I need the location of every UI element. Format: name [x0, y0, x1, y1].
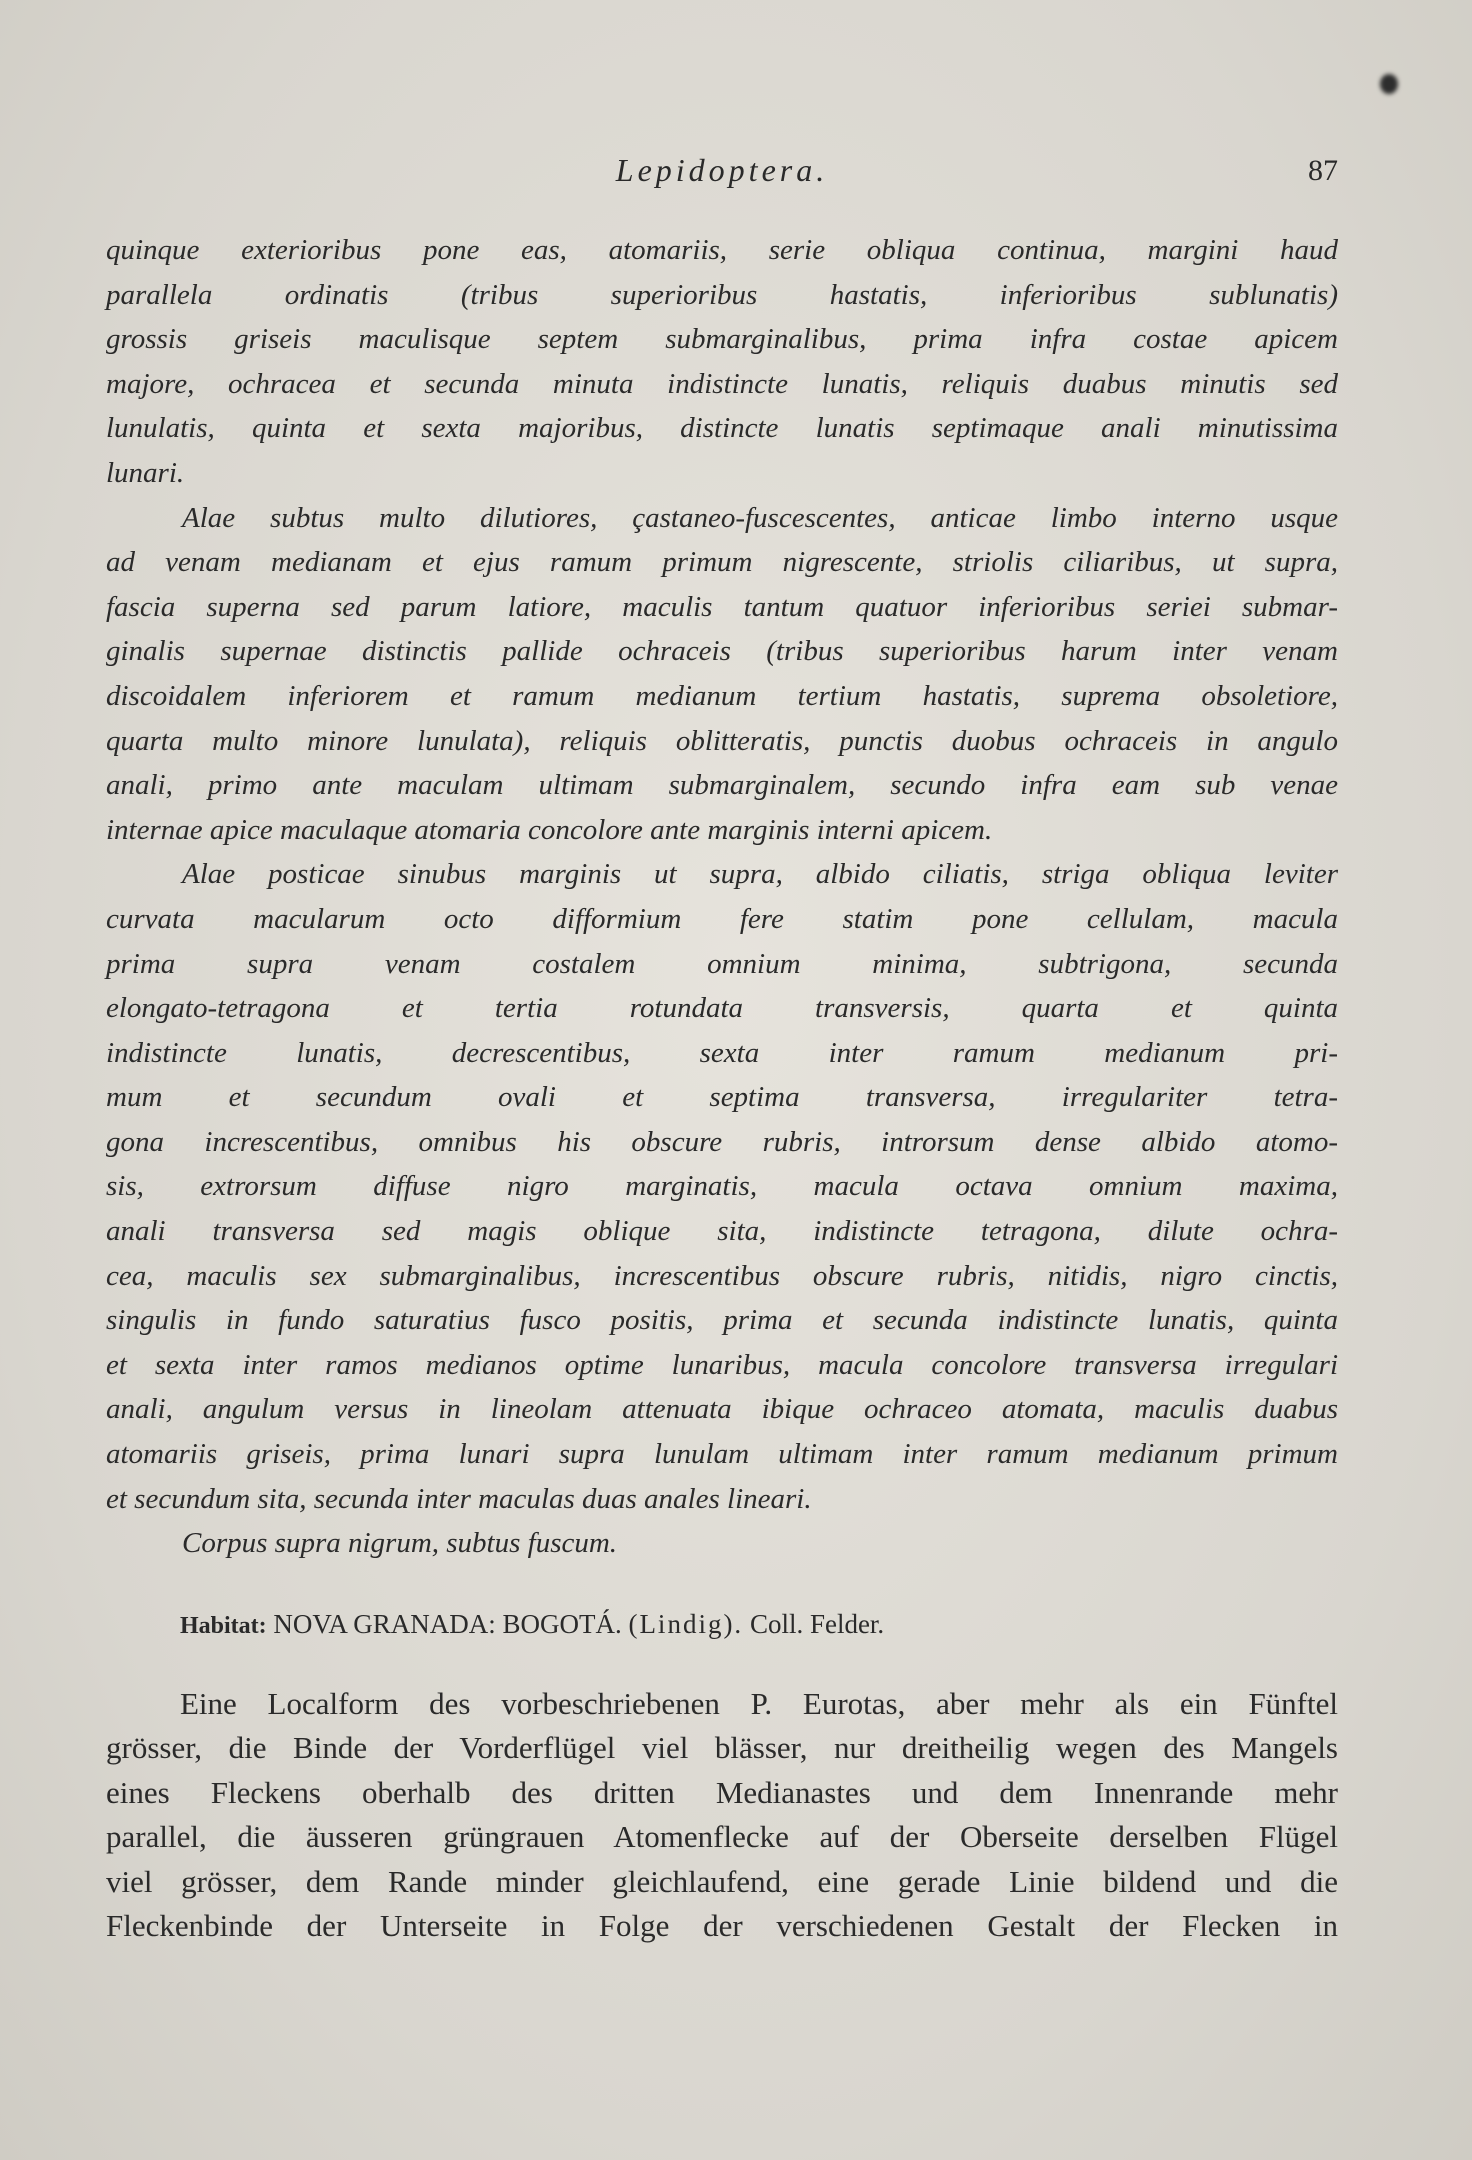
- text-line: Corpus supra nigrum, subtus fuscum.: [182, 1527, 618, 1560]
- text-line: lunari.: [106, 456, 185, 489]
- habitat-line: [106, 1602, 1338, 1646]
- text-line: viel grösser, dem Rande minder gleichlaufend, eine gerade Linie bildend und die: [106, 1863, 1338, 1899]
- text-line: anali, angulum versus in lineolam attenuata ibique ochraceo atomata, maculis duabus: [106, 1393, 1338, 1426]
- german-paragraph: [106, 1682, 1338, 1949]
- page-header: [106, 152, 1338, 202]
- text-line: sis, extrorsum diffuse nigro marginatis, macula octava omnium maxima,: [106, 1170, 1338, 1203]
- text-line: quinque exterioribus pone eas, atomariis, serie obliqua continua, margini haud: [106, 234, 1338, 266]
- text-line: ad venam medianam et ejus ramum primum nigrescente, striolis ciliaribus, ut supra,: [106, 546, 1338, 579]
- latin-description: [106, 228, 1338, 1566]
- text-line: majore, ochracea et secunda minuta indistincte lunatis, reliquis duabus minutis sed: [106, 367, 1338, 400]
- text-line: Fleckenbinde der Unterseite in Folge der verschiedenen Gestalt der Flecken in: [106, 1908, 1338, 1944]
- text-line: cea, maculis sex submarginalibus, increscentibus obscure rubris, nitidis, nigro cinctis,: [106, 1259, 1338, 1292]
- text-line: lunulatis, quinta et sexta majoribus, distincte lunatis septimaque anali minutissima: [106, 412, 1338, 445]
- text-line: eines Fleckens oberhalb des dritten Medianastes und dem Innenrande mehr: [106, 1774, 1338, 1810]
- text-line: gona increscentibus, omnibus his obscure rubris, introrsum dense albido atomo-: [106, 1125, 1338, 1158]
- text-line: ginalis supernae distinctis pallide ochraceis (tribus superioribus harum inter venam: [106, 635, 1338, 668]
- text-line: atomariis griseis, prima lunari supra lunulam ultimam inter ramum medianum primum: [106, 1438, 1338, 1471]
- running-head: Lepidoptera.: [615, 152, 829, 188]
- text-line: et sexta inter ramos medianos optime lunaribus, macula concolore transversa irregulari: [106, 1348, 1338, 1381]
- page-number: 87: [1308, 154, 1338, 187]
- habitat-collection: Coll. Felder.: [749, 1608, 885, 1639]
- text-line: mum et secundum ovali et septima transversa, irregulariter tetra-: [106, 1081, 1338, 1114]
- text-line: anali transversa sed magis oblique sita, indistincte tetragona, dilute ochra-: [106, 1215, 1338, 1248]
- text-line: Eine Localform des vorbeschriebenen P. Eurotas, aber mehr als ein Fünftel: [180, 1685, 1338, 1721]
- text-line: discoidalem inferiorem et ramum medianum tertium hastatis, suprema obsoletiore,: [106, 679, 1338, 712]
- text-line: Alae posticae sinubus marginis ut supra, albido ciliatis, striga obliqua leviter: [182, 858, 1338, 891]
- habitat-collector: (Lindig).: [628, 1608, 744, 1639]
- text-line: grossis griseis maculisque septem submarginalibus, prima infra costae apicem: [106, 323, 1338, 356]
- text-line: et secundum sita, secunda inter maculas duas anales lineari.: [106, 1482, 812, 1515]
- text-line: internae apice maculaque atomaria concolore ante marginis interni apicem.: [106, 813, 993, 846]
- habitat-label: Habitat:: [180, 1612, 267, 1639]
- text-line: singulis in fundo saturatius fusco positis, prima et secunda indistincte lunatis, quinta: [106, 1304, 1338, 1337]
- text-line: parallel, die äusseren grüngrauen Atomenflecke auf der Oberseite derselben Flügel: [106, 1819, 1338, 1855]
- text-line: elongato-tetragona et tertia rotundata transversis, quarta et quinta: [106, 992, 1338, 1025]
- text-line: grösser, die Binde der Vorderflügel viel blässer, nur dreitheilig wegen des Mangels: [106, 1730, 1338, 1766]
- text-line: indistincte lunatis, decrescentibus, sexta inter ramum medianum pri-: [106, 1036, 1338, 1069]
- text-line: anali, primo ante maculam ultimam submarginalem, secundo infra eam sub venae: [106, 769, 1338, 802]
- text-line: curvata macularum octo difformium fere statim pone cellulam, macula: [106, 902, 1338, 935]
- page-body: [106, 228, 1338, 1949]
- text-line: prima supra venam costalem omnium minima, subtrigona, secunda: [106, 947, 1338, 980]
- habitat-locality: NOVA GRANADA: BOGOTÁ.: [273, 1608, 622, 1639]
- text-line: fascia superna sed parum latiore, maculis tantum quatuor inferioribus seriei submar-: [106, 590, 1338, 623]
- ink-speck: [1380, 74, 1398, 94]
- text-line: parallela ordinatis (tribus superioribus hastatis, inferioribus sublunatis): [106, 278, 1338, 311]
- text-line: quarta multo minore lunulata), reliquis oblitteratis, punctis duobus ochraceis in angulo: [106, 724, 1338, 757]
- text-line: Alae subtus multo dilutiores, çastaneo-fuscescentes, anticae limbo interno usque: [182, 501, 1338, 534]
